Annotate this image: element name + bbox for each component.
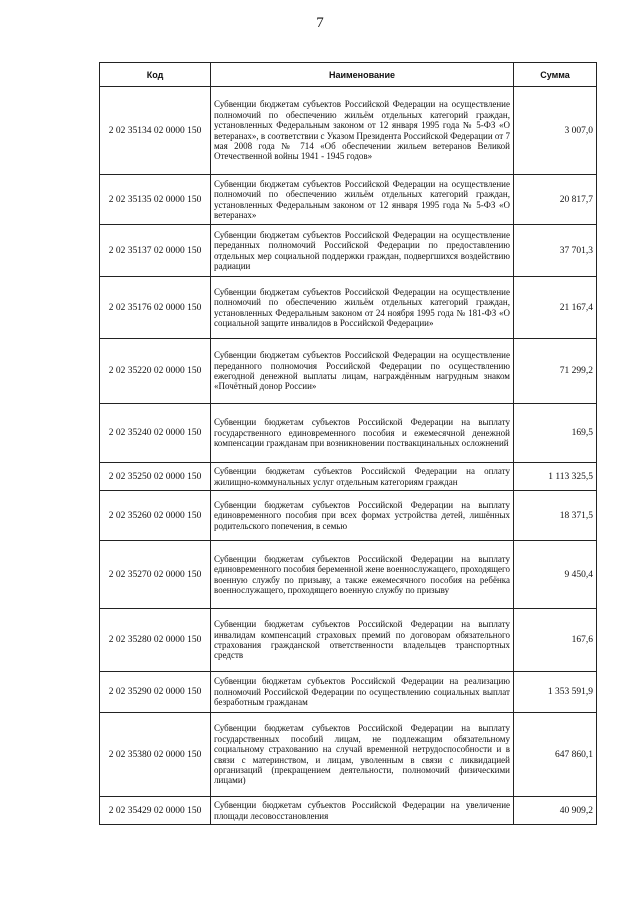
row-sum: 71 299,2 (514, 339, 597, 404)
row-code: 2 02 35220 02 0000 150 (100, 339, 211, 404)
row-name: Субвенции бюджетам субъектов Российской Федерации на оплату жилищно-коммунальных услуг отдельным категориям граждан (211, 463, 514, 491)
row-code: 2 02 35270 02 0000 150 (100, 541, 211, 609)
row-code: 2 02 35176 02 0000 150 (100, 277, 211, 339)
row-name: Субвенции бюджетам субъектов Российской Федерации на осуществление полномочий по обеспечению жильём отдельных категорий граждан, установленных Федеральным законом от 12 января 1995 года № 5-ФЗ «О ветеранах» (211, 175, 514, 225)
table-row (100, 541, 597, 609)
header-code: Код (100, 63, 211, 87)
row-name: Субвенции бюджетам субъектов Российской Федерации на осуществление переданного полномочия Российской Федерации по осуществлению ежегодной денежной выплаты лицам, награждённым нагрудным знаком «Почётный донор России» (211, 339, 514, 404)
row-sum: 20 817,7 (514, 175, 597, 225)
row-name: Субвенции бюджетам субъектов Российской Федерации на осуществление полномочий по обеспечению жильём отдельных категорий граждан, установленных Федеральным законом от 12 января 1995 года № 5-ФЗ «О ветеранах», в соответствии с Указом Президента Российской Федерации от 7 мая 2008 года № 714 «Об обеспечении жильем ветеранов Великой Отечественной войны 1941 - 1945 годов» (211, 87, 514, 175)
row-sum: 3 007,0 (514, 87, 597, 175)
row-name: Субвенции бюджетам субъектов Российской Федерации на выплату государственных пособий лицам, не подлежащим обязательному социальному страхованию на случай временной нетрудоспособности и в связи с материнством, и лицам, уволенным в связи с ликвидацией организаций (прекращением деятельности, полномочий физическими лицами) (211, 713, 514, 797)
row-sum: 21 167,4 (514, 277, 597, 339)
row-sum: 9 450,4 (514, 541, 597, 609)
table-row (100, 339, 597, 404)
table-row (100, 225, 597, 277)
row-code: 2 02 35240 02 0000 150 (100, 404, 211, 463)
table-row (100, 672, 597, 713)
row-code: 2 02 35135 02 0000 150 (100, 175, 211, 225)
table-row (100, 797, 597, 825)
row-sum: 37 701,3 (514, 225, 597, 277)
row-sum: 1 353 591,9 (514, 672, 597, 713)
row-name: Субвенции бюджетам субъектов Российской Федерации на выплату единовременного пособия при всех формах устройства детей, лишённых родительского попечения, в семью (211, 491, 514, 541)
table-row (100, 491, 597, 541)
row-code: 2 02 35280 02 0000 150 (100, 609, 211, 672)
row-code: 2 02 35250 02 0000 150 (100, 463, 211, 491)
row-code: 2 02 35429 02 0000 150 (100, 797, 211, 825)
row-sum: 167,6 (514, 609, 597, 672)
row-name: Субвенции бюджетам субъектов Российской Федерации на осуществление переданных полномочий Российской Федерации по предоставлению отдельных мер социальной поддержки граждан, подвергшихся воздействию радиации (211, 225, 514, 277)
table-row (100, 713, 597, 797)
row-code: 2 02 35290 02 0000 150 (100, 672, 211, 713)
table-row (100, 463, 597, 491)
table-row (100, 175, 597, 225)
page-number: 7 (316, 15, 324, 31)
row-code: 2 02 35380 02 0000 150 (100, 713, 211, 797)
row-sum: 18 371,5 (514, 491, 597, 541)
header-name: Наименование (211, 63, 514, 87)
budget-table (99, 62, 597, 825)
table-row (100, 609, 597, 672)
row-name: Субвенции бюджетам субъектов Российской Федерации на выплату инвалидам компенсаций страховых премий по договорам обязательного страхования гражданской ответственности владельцев транспортных средств (211, 609, 514, 672)
row-name: Субвенции бюджетам субъектов Российской Федерации на увеличение площади лесовосстановления (211, 797, 514, 825)
row-sum: 647 860,1 (514, 713, 597, 797)
row-name: Субвенции бюджетам субъектов Российской Федерации на осуществление полномочий по обеспечению жильём отдельных категорий граждан, установленных Федеральным законом от 24 ноября 1995 года № 181-ФЗ «О социальной защите инвалидов в Российской Федерации» (211, 277, 514, 339)
row-name: Субвенции бюджетам субъектов Российской Федерации на реализацию полномочий Российской Федерации по осуществлению социальных выплат безработным гражданам (211, 672, 514, 713)
row-sum: 1 113 325,5 (514, 463, 597, 491)
table-row (100, 277, 597, 339)
header-sum: Сумма (514, 63, 597, 87)
table-header-row (100, 63, 597, 87)
row-code: 2 02 35134 02 0000 150 (100, 87, 211, 175)
row-name: Субвенции бюджетам субъектов Российской Федерации на выплату единовременного пособия беременной жене военнослужащего, проходящего военную службу по призыву, а также ежемесячного пособия на ребёнка военнослужащего, проходящего военную службу по призыву (211, 541, 514, 609)
row-code: 2 02 35260 02 0000 150 (100, 491, 211, 541)
row-code: 2 02 35137 02 0000 150 (100, 225, 211, 277)
row-name: Субвенции бюджетам субъектов Российской Федерации на выплату государственного единовременного пособия и ежемесячной денежной компенсации гражданам при возникновении поствакцинальных осложнений (211, 404, 514, 463)
table-row (100, 87, 597, 175)
row-sum: 169,5 (514, 404, 597, 463)
row-sum: 40 909,2 (514, 797, 597, 825)
table-row (100, 404, 597, 463)
